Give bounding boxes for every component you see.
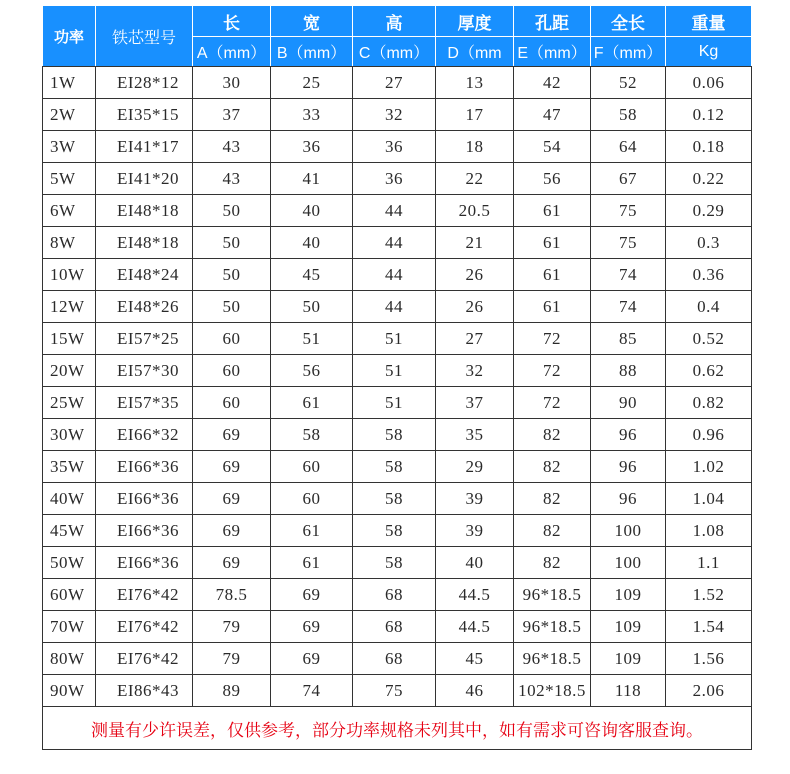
cell-dim-a: 37 <box>193 99 271 131</box>
cell-weight-kg: 0.06 <box>666 67 752 99</box>
cell-thickness-d: 27 <box>436 323 514 355</box>
cell-dim-c: 44 <box>353 195 436 227</box>
cell-power: 20W <box>43 355 96 387</box>
cell-hole-spacing-e: 47 <box>514 99 591 131</box>
cell-dim-b: 61 <box>271 515 353 547</box>
spec-row <box>43 355 752 387</box>
cell-weight-kg: 2.06 <box>666 675 752 707</box>
cell-weight-kg: 1.1 <box>666 547 752 579</box>
cell-dim-a: 69 <box>193 451 271 483</box>
cell-core-model: EI48*18 <box>96 227 193 259</box>
header-dim-a: 长 <box>193 6 271 37</box>
cell-dim-a: 69 <box>193 515 271 547</box>
cell-overall-length-f: 52 <box>591 67 666 99</box>
spec-row <box>43 515 752 547</box>
cell-core-model: EI66*36 <box>96 515 193 547</box>
cell-hole-spacing-e: 82 <box>514 451 591 483</box>
cell-overall-length-f: 74 <box>591 259 666 291</box>
cell-dim-b: 36 <box>271 131 353 163</box>
cell-core-model: EI41*20 <box>96 163 193 195</box>
cell-hole-spacing-e: 54 <box>514 131 591 163</box>
cell-dim-b: 69 <box>271 611 353 643</box>
cell-dim-a: 30 <box>193 67 271 99</box>
cell-weight-kg: 1.02 <box>666 451 752 483</box>
cell-thickness-d: 35 <box>436 419 514 451</box>
cell-overall-length-f: 100 <box>591 515 666 547</box>
cell-power: 60W <box>43 579 96 611</box>
cell-dim-b: 61 <box>271 387 353 419</box>
spec-row <box>43 419 752 451</box>
cell-dim-c: 68 <box>353 579 436 611</box>
cell-dim-b: 56 <box>271 355 353 387</box>
cell-weight-kg: 0.96 <box>666 419 752 451</box>
header-weight-kg: 重量 <box>666 6 752 37</box>
cell-dim-c: 58 <box>353 419 436 451</box>
cell-hole-spacing-e: 96*18.5 <box>514 643 591 675</box>
cell-hole-spacing-e: 72 <box>514 387 591 419</box>
cell-weight-kg: 1.52 <box>666 579 752 611</box>
cell-power: 35W <box>43 451 96 483</box>
cell-thickness-d: 21 <box>436 227 514 259</box>
spec-row <box>43 611 752 643</box>
cell-dim-c: 44 <box>353 259 436 291</box>
cell-power: 70W <box>43 611 96 643</box>
cell-overall-length-f: 118 <box>591 675 666 707</box>
cell-dim-c: 51 <box>353 323 436 355</box>
cell-thickness-d: 45 <box>436 643 514 675</box>
spec-row <box>43 323 752 355</box>
cell-dim-b: 33 <box>271 99 353 131</box>
cell-dim-c: 58 <box>353 515 436 547</box>
cell-dim-a: 78.5 <box>193 579 271 611</box>
cell-power: 45W <box>43 515 96 547</box>
cell-dim-a: 69 <box>193 483 271 515</box>
cell-core-model: EI66*36 <box>96 483 193 515</box>
cell-thickness-d: 39 <box>436 515 514 547</box>
cell-hole-spacing-e: 82 <box>514 547 591 579</box>
cell-thickness-d: 32 <box>436 355 514 387</box>
cell-weight-kg: 0.18 <box>666 131 752 163</box>
unit-thickness-d: D（mm <box>436 37 514 67</box>
cell-dim-c: 58 <box>353 483 436 515</box>
spec-row <box>43 675 752 707</box>
header-dim-c: 高 <box>353 6 436 37</box>
cell-dim-b: 51 <box>271 323 353 355</box>
spec-row <box>43 67 752 99</box>
spec-row <box>43 99 752 131</box>
cell-core-model: EI57*25 <box>96 323 193 355</box>
cell-core-model: EI76*42 <box>96 643 193 675</box>
spec-row <box>43 547 752 579</box>
disclaimer-note: 测量有少许误差，仅供参考，部分功率规格未列其中，如有需求可咨询客服查询。 <box>43 707 752 750</box>
cell-power: 5W <box>43 163 96 195</box>
cell-hole-spacing-e: 61 <box>514 291 591 323</box>
cell-dim-c: 68 <box>353 643 436 675</box>
cell-thickness-d: 39 <box>436 483 514 515</box>
header-hole-spacing-e: 孔距 <box>514 6 591 37</box>
cell-hole-spacing-e: 72 <box>514 323 591 355</box>
cell-dim-b: 40 <box>271 227 353 259</box>
cell-dim-c: 27 <box>353 67 436 99</box>
cell-power: 25W <box>43 387 96 419</box>
header-row-names <box>43 6 752 37</box>
cell-dim-b: 69 <box>271 579 353 611</box>
cell-core-model: EI35*15 <box>96 99 193 131</box>
cell-weight-kg: 0.62 <box>666 355 752 387</box>
cell-hole-spacing-e: 61 <box>514 227 591 259</box>
cell-overall-length-f: 96 <box>591 483 666 515</box>
cell-power: 80W <box>43 643 96 675</box>
cell-core-model: EI76*42 <box>96 611 193 643</box>
cell-dim-a: 60 <box>193 323 271 355</box>
cell-dim-c: 36 <box>353 163 436 195</box>
cell-hole-spacing-e: 96*18.5 <box>514 611 591 643</box>
cell-dim-c: 44 <box>353 291 436 323</box>
cell-dim-a: 89 <box>193 675 271 707</box>
spec-table <box>42 5 752 750</box>
unit-dim-b: B（mm） <box>271 37 353 67</box>
unit-dim-a: A（mm） <box>193 37 271 67</box>
cell-core-model: EI66*32 <box>96 419 193 451</box>
cell-power: 12W <box>43 291 96 323</box>
cell-hole-spacing-e: 96*18.5 <box>514 579 591 611</box>
spec-row <box>43 259 752 291</box>
cell-overall-length-f: 100 <box>591 547 666 579</box>
cell-power: 3W <box>43 131 96 163</box>
cell-overall-length-f: 88 <box>591 355 666 387</box>
cell-dim-a: 60 <box>193 355 271 387</box>
cell-core-model: EI48*26 <box>96 291 193 323</box>
cell-power: 50W <box>43 547 96 579</box>
cell-weight-kg: 0.4 <box>666 291 752 323</box>
header-dim-b: 宽 <box>271 6 353 37</box>
header-core-model: 铁芯型号 <box>96 6 193 67</box>
cell-dim-b: 61 <box>271 547 353 579</box>
cell-dim-b: 41 <box>271 163 353 195</box>
cell-weight-kg: 1.56 <box>666 643 752 675</box>
cell-overall-length-f: 109 <box>591 643 666 675</box>
cell-dim-b: 40 <box>271 195 353 227</box>
cell-weight-kg: 0.36 <box>666 259 752 291</box>
cell-thickness-d: 37 <box>436 387 514 419</box>
cell-dim-c: 58 <box>353 451 436 483</box>
cell-power: 1W <box>43 67 96 99</box>
cell-thickness-d: 29 <box>436 451 514 483</box>
cell-overall-length-f: 58 <box>591 99 666 131</box>
cell-power: 2W <box>43 99 96 131</box>
cell-core-model: EI57*35 <box>96 387 193 419</box>
spec-row <box>43 387 752 419</box>
cell-power: 90W <box>43 675 96 707</box>
cell-power: 30W <box>43 419 96 451</box>
cell-dim-c: 68 <box>353 611 436 643</box>
header-power: 功率 <box>43 6 96 67</box>
cell-weight-kg: 0.22 <box>666 163 752 195</box>
cell-dim-c: 51 <box>353 355 436 387</box>
cell-dim-a: 79 <box>193 643 271 675</box>
cell-thickness-d: 18 <box>436 131 514 163</box>
table-body <box>43 67 752 750</box>
header-overall-length-f: 全长 <box>591 6 666 37</box>
cell-dim-c: 36 <box>353 131 436 163</box>
cell-hole-spacing-e: 61 <box>514 259 591 291</box>
cell-dim-c: 75 <box>353 675 436 707</box>
cell-overall-length-f: 109 <box>591 611 666 643</box>
cell-thickness-d: 44.5 <box>436 579 514 611</box>
spec-row <box>43 131 752 163</box>
cell-power: 6W <box>43 195 96 227</box>
unit-weight-kg: Kg <box>666 37 752 67</box>
cell-dim-b: 60 <box>271 483 353 515</box>
cell-dim-a: 50 <box>193 227 271 259</box>
cell-core-model: EI86*43 <box>96 675 193 707</box>
cell-thickness-d: 26 <box>436 291 514 323</box>
unit-dim-c: C（mm） <box>353 37 436 67</box>
cell-weight-kg: 1.04 <box>666 483 752 515</box>
cell-power: 40W <box>43 483 96 515</box>
unit-hole-spacing-e: E（mm） <box>514 37 591 67</box>
cell-power: 10W <box>43 259 96 291</box>
cell-dim-b: 60 <box>271 451 353 483</box>
cell-dim-b: 45 <box>271 259 353 291</box>
cell-core-model: EI66*36 <box>96 451 193 483</box>
cell-hole-spacing-e: 82 <box>514 419 591 451</box>
cell-core-model: EI66*36 <box>96 547 193 579</box>
spec-row <box>43 291 752 323</box>
cell-thickness-d: 13 <box>436 67 514 99</box>
cell-overall-length-f: 67 <box>591 163 666 195</box>
cell-dim-c: 44 <box>353 227 436 259</box>
cell-weight-kg: 0.3 <box>666 227 752 259</box>
cell-weight-kg: 0.52 <box>666 323 752 355</box>
cell-overall-length-f: 64 <box>591 131 666 163</box>
cell-dim-a: 50 <box>193 259 271 291</box>
spec-row <box>43 483 752 515</box>
cell-hole-spacing-e: 102*18.5 <box>514 675 591 707</box>
cell-core-model: EI48*24 <box>96 259 193 291</box>
cell-hole-spacing-e: 82 <box>514 515 591 547</box>
cell-dim-b: 58 <box>271 419 353 451</box>
cell-core-model: EI57*30 <box>96 355 193 387</box>
cell-thickness-d: 44.5 <box>436 611 514 643</box>
cell-overall-length-f: 75 <box>591 195 666 227</box>
cell-dim-a: 50 <box>193 195 271 227</box>
cell-overall-length-f: 74 <box>591 291 666 323</box>
cell-thickness-d: 20.5 <box>436 195 514 227</box>
cell-overall-length-f: 96 <box>591 419 666 451</box>
cell-dim-c: 51 <box>353 387 436 419</box>
cell-dim-c: 32 <box>353 99 436 131</box>
cell-weight-kg: 1.54 <box>666 611 752 643</box>
cell-hole-spacing-e: 42 <box>514 67 591 99</box>
spec-row <box>43 643 752 675</box>
cell-thickness-d: 22 <box>436 163 514 195</box>
cell-weight-kg: 1.08 <box>666 515 752 547</box>
cell-power: 8W <box>43 227 96 259</box>
cell-hole-spacing-e: 56 <box>514 163 591 195</box>
cell-core-model: EI48*18 <box>96 195 193 227</box>
cell-thickness-d: 46 <box>436 675 514 707</box>
spec-row <box>43 163 752 195</box>
cell-thickness-d: 40 <box>436 547 514 579</box>
cell-dim-c: 58 <box>353 547 436 579</box>
cell-dim-b: 74 <box>271 675 353 707</box>
spec-row <box>43 227 752 259</box>
cell-core-model: EI28*12 <box>96 67 193 99</box>
cell-overall-length-f: 96 <box>591 451 666 483</box>
cell-dim-a: 69 <box>193 419 271 451</box>
cell-weight-kg: 0.12 <box>666 99 752 131</box>
cell-dim-b: 50 <box>271 291 353 323</box>
cell-dim-a: 43 <box>193 163 271 195</box>
cell-overall-length-f: 85 <box>591 323 666 355</box>
cell-dim-a: 50 <box>193 291 271 323</box>
unit-overall-length-f: F（mm） <box>591 37 666 67</box>
table-header <box>43 6 752 67</box>
cell-weight-kg: 0.29 <box>666 195 752 227</box>
cell-hole-spacing-e: 61 <box>514 195 591 227</box>
cell-overall-length-f: 90 <box>591 387 666 419</box>
cell-thickness-d: 17 <box>436 99 514 131</box>
cell-dim-a: 43 <box>193 131 271 163</box>
cell-hole-spacing-e: 82 <box>514 483 591 515</box>
cell-core-model: EI76*42 <box>96 579 193 611</box>
spec-row <box>43 451 752 483</box>
cell-overall-length-f: 75 <box>591 227 666 259</box>
spec-row <box>43 195 752 227</box>
cell-dim-a: 60 <box>193 387 271 419</box>
spec-row <box>43 579 752 611</box>
header-thickness-d: 厚度 <box>436 6 514 37</box>
cell-core-model: EI41*17 <box>96 131 193 163</box>
cell-dim-b: 25 <box>271 67 353 99</box>
cell-dim-a: 69 <box>193 547 271 579</box>
cell-hole-spacing-e: 72 <box>514 355 591 387</box>
cell-overall-length-f: 109 <box>591 579 666 611</box>
cell-dim-b: 69 <box>271 643 353 675</box>
note-row <box>43 707 752 750</box>
cell-dim-a: 79 <box>193 611 271 643</box>
cell-power: 15W <box>43 323 96 355</box>
cell-weight-kg: 0.82 <box>666 387 752 419</box>
cell-thickness-d: 26 <box>436 259 514 291</box>
